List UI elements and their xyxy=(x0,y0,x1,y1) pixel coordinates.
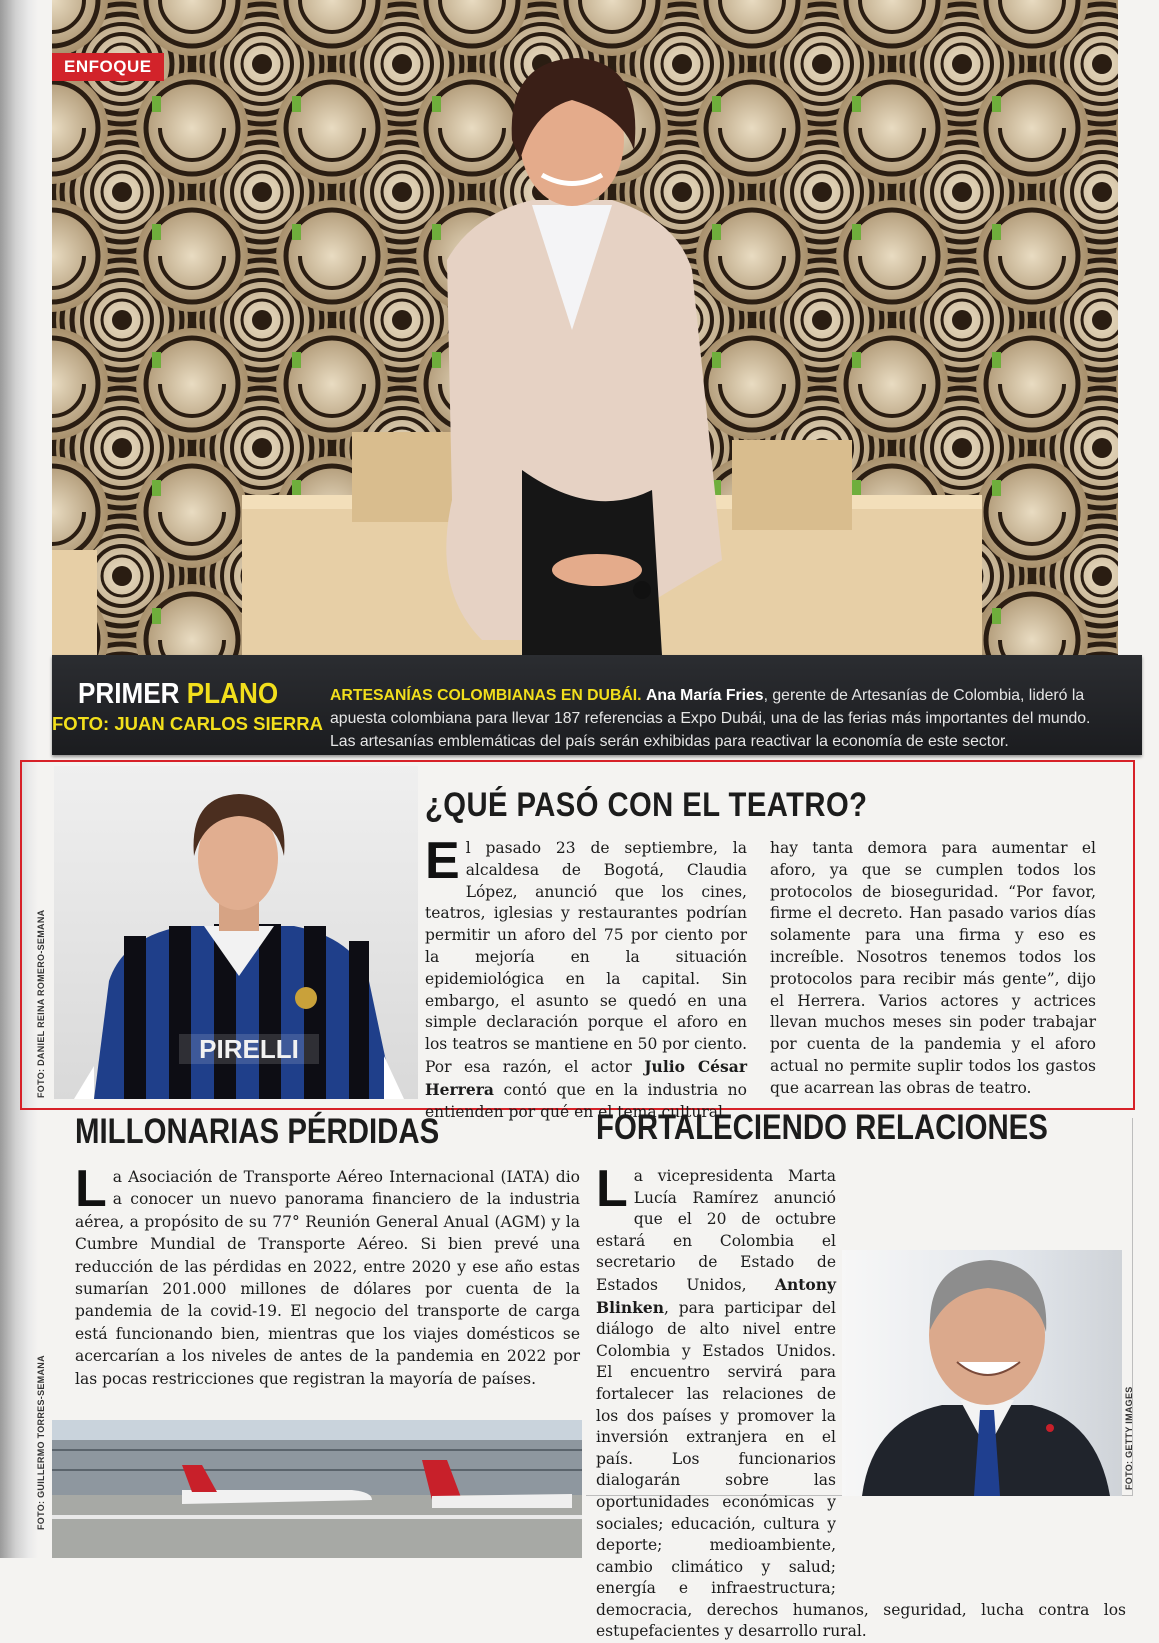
relaciones-bold-name: Antony Blinken xyxy=(596,1274,836,1317)
relaciones-body xyxy=(596,1160,1126,1643)
teatro-photo-credit: FOTO: DANIEL REINA ROMERO-SEMANA xyxy=(36,909,46,1098)
relaciones-headline: FORTALECIENDO RELACIONES xyxy=(596,1108,1048,1147)
caption-kicker: ARTESANÍAS COLOMBIANAS EN DUBÁI. xyxy=(330,687,642,704)
relaciones-text-a: a vicepresidenta Marta Lucía Ramírez anunció que el 20 de octubre estará en Colombia el secretario de Estado de Estados Unidos, xyxy=(596,1167,836,1294)
primer-plano-photo-credit: FOTO: JUAN CARLOS SIERRA xyxy=(52,713,324,734)
teatro-bold-name: Julio César Herrera xyxy=(425,1056,747,1099)
primer-plano-label xyxy=(78,678,278,711)
shirt-sponsor-text: PIRELLI xyxy=(199,1034,299,1064)
perdidas-dropcap: L xyxy=(75,1160,107,1218)
perdidas-text: a Asociación de Transporte Aéreo Internacional (IATA) dio a conocer un nuevo panorama financiero de la industria aérea, a propósito de su 77° Reunión General Anual (AGM) y la Cumbre Mundial de Transporte Aéreo. Si bien prevé una reducción de las pérdidas en 2022, entre 2020 y ese año estas sumarían 201.000 millones de dólares por cuenta de la pandemia de la covid-19. El negocio del transporte de carga está funcionando bien, mientras que los viajes domésticos se acercarían a los niveles de antes de la pandemia en 2022 por las pocas restricciones que registran la mayoría de países. xyxy=(75,1168,580,1388)
section-tag-enfoque: ENFOQUE xyxy=(52,53,164,81)
caption-name: Ana María Fries xyxy=(645,687,764,704)
perdidas-headline: MILLONARIAS PÉRDIDAS xyxy=(75,1112,440,1151)
caption-text: , gerente de Artesanías de Colombia, lideró la apuesta colombiana para llevar 187 referencias a Expo Dubái, una de las ferias más importantes del mundo. Las artesanías emblemáticas del país serán exhibidas para reactivar la economía de este sector. xyxy=(330,687,1091,750)
relaciones-photo-credit: FOTO: GETTY IMAGES xyxy=(1124,1386,1134,1490)
primer-label: PRIMER xyxy=(78,678,180,710)
teatro-headline: ¿QUÉ PASÓ CON EL TEATRO? xyxy=(425,786,868,824)
perdidas-body xyxy=(75,1160,580,1390)
perdidas-photo-credit: FOTO: GUILLERMO TORRES-SEMANA xyxy=(36,1355,46,1530)
relaciones-photo-spacer xyxy=(836,1250,1126,1590)
teatro-text-b: contó que en la industria no entienden por qué en el tema cultural xyxy=(425,1080,747,1121)
teatro-column-2: hay tanta demora para aumentar el aforo, ya que se cumplen todos los protocolos de bioseguridad. “Por favor, firme el decreto. Han pasado varios días solamente para una firma y eso es increíble. Nosotros tenemos todos los protocolos para recibir más gente”, dijo el Herrera. Varios actores y actrices llevan muchos meses sin poder trabajar por cuenta de la pandemia y el aforo actual no permite suplir todos los gastos que acarrean las obras de teatro. xyxy=(770,839,1096,1097)
teatro-column-1 xyxy=(425,832,747,1123)
primer-plano-caption xyxy=(330,684,1120,753)
photo-airport-planes xyxy=(52,1420,582,1558)
relaciones-dropcap: L xyxy=(596,1160,628,1218)
photo-julio-cesar-herrera xyxy=(54,766,418,1099)
teatro-dropcap: E xyxy=(425,832,460,890)
teatro-text-a: l pasado 23 de septiembre, la alcaldesa de Bogotá, Claudia López, anunció que los cines, teatros, iglesias y restaurantes podrían permitir un aforo del 75 por ciento por la mejoría en la situación epidemiológica en la capital. Sin embargo, el asunto se quedó en una simple declaración porque el aforo en los teatros se mantiene en 50 por ciento. Por esa razón, el actor xyxy=(425,839,747,1076)
plano-label: PLANO xyxy=(186,678,279,710)
hero-photo-ana-maria-fries xyxy=(52,0,1118,655)
relaciones-text-b: , para participar del diálogo de alto nivel entre Colombia y Estados Unidos. El encuentro servirá para fortalecer las relaciones de los dos países y promover la inversión extranjera en el país. Los funcionarios dialogarán sobre las oportunidades económicas y sociales; educación, cultura y deporte; medioambiente, cambio climático y salud; energía e infraestructura; democracia, derechos humanos, seguridad, lucha contra los estupefacientes y desarrollo rural. xyxy=(596,1298,1126,1641)
